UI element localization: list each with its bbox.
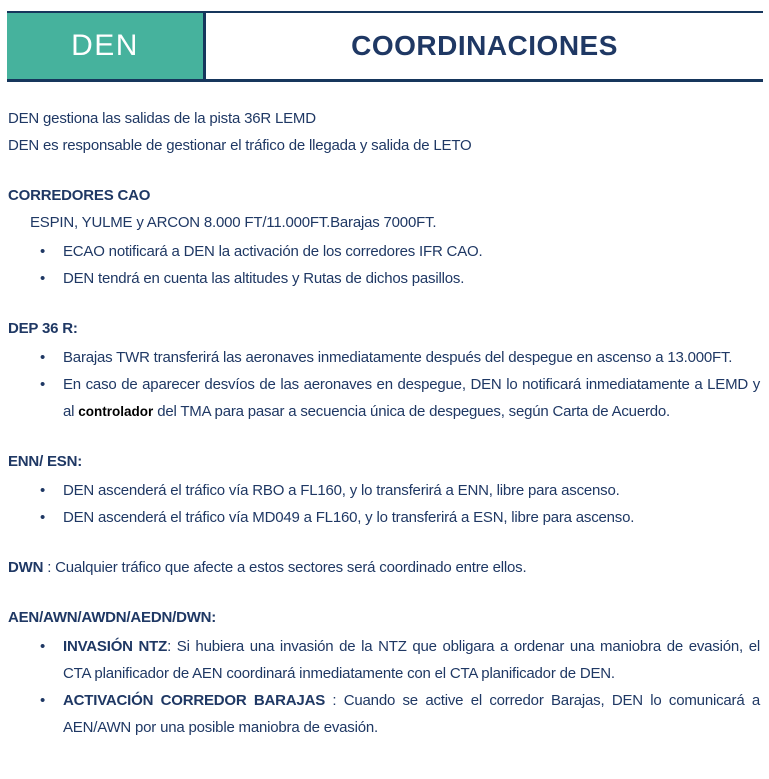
corredores-bullet-list bbox=[8, 238, 760, 292]
list-item bbox=[8, 344, 760, 371]
bullet-text-part1: En caso de aparecer desvíos de las aeronaves en despegue, DEN lo notificará inmediatamente a LEMD y al bbox=[63, 376, 760, 420]
bullet-lead-invasion-ntz: INVASIÓN NTZ bbox=[63, 638, 168, 655]
highlighted-word-controlador: controlador bbox=[78, 404, 154, 419]
bullet-text bbox=[63, 371, 760, 425]
corredores-subline: ESPIN, YULME y ARCON 8.000 FT/11.000FT.Barajas 7000FT. bbox=[30, 214, 437, 231]
section-heading-enn-esn: ENN/ ESN: bbox=[8, 453, 83, 470]
intro-line-2: DEN es responsable de gestionar el tráfico de llegada y salida de LETO bbox=[8, 137, 472, 154]
bullet-text: DEN ascenderá el tráfico vía RBO a FL160, y lo transferirá a ENN, libre para ascenso. bbox=[63, 482, 620, 499]
bullet-icon: • bbox=[40, 376, 46, 393]
page-title: COORDINACIONES bbox=[351, 30, 618, 61]
bullet-text: Barajas TWR transferirá las aeronaves inmediatamente después del despegue en ascenso a 13.000FT. bbox=[63, 349, 733, 366]
bullet-icon: • bbox=[40, 638, 46, 655]
sector-cell bbox=[7, 13, 206, 79]
bullet-text: DEN ascenderá el tráfico vía MD049 a FL160, y lo transferirá a ESN, libre para ascenso. bbox=[63, 509, 635, 526]
bullet-text-body: : Cuando se active el corredor Barajas, DEN lo comunicará a AEN/AWN por una posible maniobra de evasión. bbox=[63, 692, 761, 736]
section-enn-esn bbox=[8, 448, 760, 531]
bullet-icon: • bbox=[40, 692, 46, 709]
intro-line-1: DEN gestiona las salidas de la pista 36R LEMD bbox=[8, 110, 316, 127]
title-cell bbox=[206, 13, 763, 79]
bullet-icon: • bbox=[40, 509, 46, 526]
bullet-icon: • bbox=[40, 270, 46, 287]
document-body bbox=[8, 105, 760, 741]
bullet-text: ECAO notificará a DEN la activación de los corredores IFR CAO. bbox=[63, 243, 483, 260]
section-aen-awn bbox=[8, 604, 760, 741]
bullet-icon: • bbox=[40, 482, 46, 499]
list-item bbox=[8, 238, 760, 265]
section-heading-aen-awn: AEN/AWN/AWDN/AEDN/DWN: bbox=[8, 609, 217, 626]
bullet-text-body: : Si hubiera una invasión de la NTZ que obligara a ordenar una maniobra de evasión, el CTA planificador de AEN coordinará inmediatamente con el CTA planificador de DEN. bbox=[63, 638, 760, 682]
list-item bbox=[8, 265, 760, 292]
sector-label: DEN bbox=[71, 29, 139, 62]
intro-paragraph bbox=[8, 105, 760, 159]
bullet-lead-activacion-corredor: ACTIVACIÓN CORREDOR BARAJAS bbox=[63, 692, 326, 709]
header-table bbox=[7, 11, 763, 82]
list-item bbox=[8, 504, 760, 531]
enn-esn-bullet-list bbox=[8, 477, 760, 531]
dwn-text: : Cualquier tráfico que afecte a estos sectores será coordinado entre ellos. bbox=[43, 559, 527, 576]
section-heading-dep36r: DEP 36 R: bbox=[8, 320, 78, 337]
bullet-text bbox=[63, 633, 760, 687]
aen-awn-bullet-list bbox=[8, 633, 760, 741]
list-item bbox=[8, 371, 760, 425]
section-corredores-cao bbox=[8, 182, 760, 292]
bullet-icon: • bbox=[40, 349, 46, 366]
bullet-text bbox=[63, 687, 760, 741]
list-item bbox=[8, 687, 760, 741]
dwn-lead: DWN bbox=[8, 559, 44, 576]
list-item bbox=[8, 477, 760, 504]
section-heading-corredores: CORREDORES CAO bbox=[8, 187, 151, 204]
dwn-paragraph bbox=[8, 554, 760, 581]
section-dep-36r bbox=[8, 315, 760, 425]
bullet-icon: • bbox=[40, 243, 46, 260]
list-item bbox=[8, 633, 760, 687]
bullet-text-part2: del TMA para pasar a secuencia única de despegues, según Carta de Acuerdo. bbox=[153, 403, 671, 420]
dep36r-bullet-list bbox=[8, 344, 760, 425]
bullet-text: DEN tendrá en cuenta las altitudes y Rutas de dichos pasillos. bbox=[63, 270, 465, 287]
